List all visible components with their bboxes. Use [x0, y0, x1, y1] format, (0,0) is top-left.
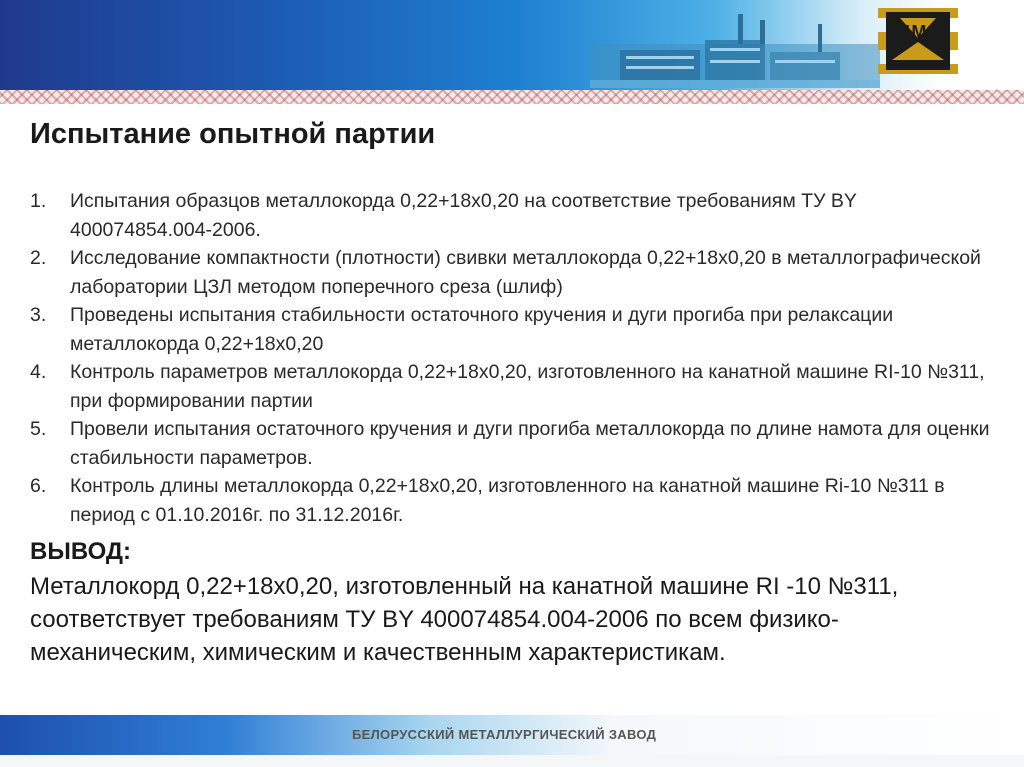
item-number: 5. [30, 418, 47, 440]
item-text: Исследование компактности (плотности) свивки металлокорда 0,22+18х0,20 в металлографической лаборатории ЦЗЛ методом поперечного среза (шлиф) [70, 247, 981, 298]
svg-text:БМЗ: БМЗ [898, 22, 938, 42]
conclusion-heading: ВЫВОД: [30, 538, 132, 565]
list-item [30, 472, 1000, 529]
list-item [30, 187, 1000, 244]
slide-title: Испытание опытной партии [30, 118, 436, 150]
company-name: БЕЛОРУССКИЙ МЕТАЛЛУРГИЧЕСКИЙ ЗАВОД [352, 727, 657, 742]
list-item [30, 415, 1000, 472]
list-item [30, 358, 1000, 415]
list-item [30, 244, 1000, 301]
item-number: 6. [30, 475, 47, 497]
conclusion-text: Металлокорд 0,22+18х0,20, изготовленный на канатной машине RI -10 №311, соответствует требованиям ТУ BY 400074854.004-2006 по всем физико-механическим, химическим и качественным характеристикам. [30, 573, 899, 666]
item-text: Контроль параметров металлокорда 0,22+18х0,20, изготовленного на канатной машине RI-10 №311, при формировании партии [70, 361, 985, 412]
footer-strip [0, 755, 1024, 767]
test-steps-list [30, 187, 1000, 529]
bmz-logo-icon [878, 8, 958, 74]
item-text: Проведены испытания стабильности остаточного кручения и дуги прогиба при релаксации металлокорда 0,22+18х0,20 [70, 304, 894, 355]
item-number: 4. [30, 361, 47, 383]
item-number: 1. [30, 190, 47, 212]
item-text: Контроль длины металлокорда 0,22+18х0,20, изготовленного на канатной машине Ri-10 №311 в период с 01.10.2016г. по 31.12.2016г. [70, 475, 945, 526]
item-text: Провели испытания остаточного кручения и дуги прогиба металлокорда по длине намота для оценки стабильности параметров. [70, 418, 990, 469]
ornament-band [0, 90, 1024, 104]
item-text: Испытания образцов металлокорда 0,22+18х0,20 на соответствие требованиям ТУ BY 400074854.004-2006. [70, 190, 857, 241]
item-number: 3. [30, 304, 47, 326]
list-item [30, 301, 1000, 358]
factory-photo-icon [590, 10, 880, 88]
item-number: 2. [30, 247, 47, 269]
